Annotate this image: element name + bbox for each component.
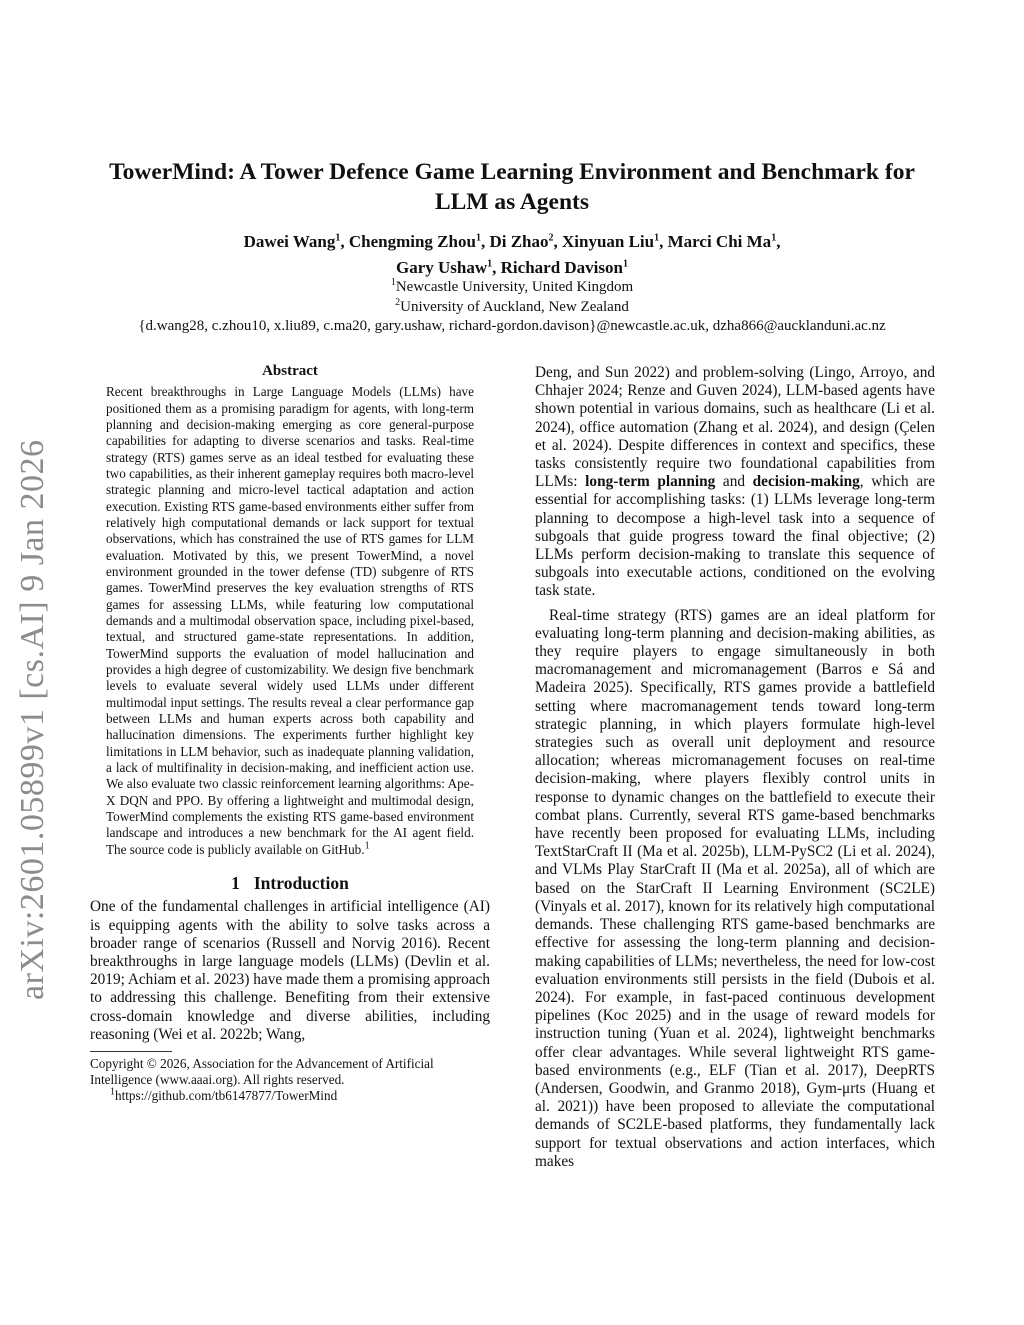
section-number: 1 [231,873,240,894]
author-name: Richard Davison [500,258,623,277]
author-name: Dawei Wang [243,232,336,251]
abstract-body [106,384,474,858]
left-column [90,362,490,1104]
text-run: and [715,473,753,491]
affiliation-line [60,278,964,298]
abstract-text: Recent breakthroughs in Large Language Models (LLMs) have positioned them as a promising paradigm for agents, with long-term planning and decision-making emerging as core general-purpose capabilities for adapting to diverse scenarios and tasks. Real-time strategy (RTS) games serve as an ideal testbed for evaluating these two capabilities, as their inherent gameplay requires both macro-level strategic planning and micro-level tactical adaptation and action execution. Existing RTS game-based environments either suffer from relatively high computational demands or lack support for textual observations, which has constrained the use of RTS games for LLM evaluation. Motivated by this, we present TowerMind, a novel environment grounded in the tower defense (TD) subgenre of RTS games. TowerMind preserves the key evaluation strengths of RTS games for assessing LLMs, while featuring low computational demands and a multimodal observation space, including pixel-based, textual, and structured game-state representations. In addition, TowerMind supports the evaluation of model hallucination and provides a high degree of customizability. We design five benchmark levels to evaluate several widely used LLMs under different multimodal input settings. The results reveal a clear performance gap between LLMs and human experts across both capability and hallucination dimensions. The experiments further highlight key limitations in LLM behavior, such as inadequate planning validation, a lack of multifinality in decision-making, and inefficient action use. We also evaluate two classic reinforcement learning algorithms: Ape-X DQN and PPO. By offering a lightweight and multimodal design, TowerMind complements the existing RTS game-based environment landscape and introduces a new benchmark for the AI agent field. The source code is publicly available on GitHub. [106,384,475,857]
author-affiliation-mark: 1 [771,232,777,244]
author-name: Marci Chi Ma [667,232,772,251]
footnote-divider [90,1051,172,1052]
author-affiliation-mark: 1 [335,232,341,244]
text-run: Deng, and Sun 2022) and problem-solving (Lingo, Arroyo, and Chhajer 2024; Renze and Guven 2024), LLM-based agents have shown potential in various domains, such as healthcare (Li et al. 2024), office automation (Zhang et al. 2024), and design (Çelen et al. 2024). Despite differences in context and specifics, these tasks consistently require two foundational capabilities from LLMs: [535,364,935,491]
footnote-mark: 1 [110,1086,115,1098]
affiliation-text: University of Auckland, New Zealand [400,298,629,315]
author-affiliation-mark: 2 [548,232,554,244]
copyright-notice: Copyright © 2026, Association for the Advancement of Artificial Intelligence (www.aaai.org). All rights reserved. [90,1056,434,1087]
author-affiliation-mark: 1 [622,258,628,270]
affiliation-mark: 1 [390,277,396,288]
arxiv-identifier-stamp: arXiv:2601.05899v1 [cs.AI] 9 Jan 2026 [14,439,51,1000]
github-link-text: https://github.com/tb6147877/TowerMind [115,1088,338,1103]
email-list: {d.wang28, c.zhou10, x.liu89, c.ma20, gary.ushaw, richard-gordon.davison}@newcastle.ac.uk, dzha866@aucklanduni.ac.nz [138,318,886,334]
author-affiliation-mark: 1 [475,232,481,244]
intro-paragraph: One of the fundamental challenges in artificial intelligence (AI) is equipping agents with the ability to solve tasks across a broader range of scenarios (Russell and Norvig 2016). Recent breakthroughs in large language models (LLMs) (Devlin et al. 2019; Achiam et al. 2023) have made them a promising approach to addressing this challenge. Benefiting from their extensive cross-domain knowledge and diverse abilities, including reasoning (Wei et al. 2022b; Wang, [90,898,490,1043]
emphasis-decision-making: decision-making [752,473,860,491]
author-name: Xinyuan Liu [561,232,655,251]
author-affiliation-mark: 1 [654,232,660,244]
author-affiliation-mark: 1 [487,258,493,270]
author-name: Gary Ushaw [396,258,488,277]
footnote-mark: 1 [364,840,370,852]
rts-paragraph: Real-time strategy (RTS) games are an ideal platform for evaluating long-term planning and decision-making abilities, as they require players to engage simultaneously in both macromanagement and micromanagement (Barros e Sá and Madeira 2025). Specifically, RTS games provide a battlefield setting where macromanagement tends toward long-term strategic planning, in which players formulate high-level strategies such as overall unit deployment and resource allocation; whereas micromanagement focuses on real-time decision-making, where players flexibly control units in response to dynamic changes on the battlefield to execute their combat plans. Currently, several RTS game-based benchmarks have recently been proposed for evaluating LLMs, including TextStarCraft II (Ma et al. 2025b), LLM-PySC2 (Li et al. 2024), and VLMs Play StarCraft II (Ma et al. 2025a), all of which are based on the StarCraft II Learning Environment (SC2LE) (Vinyals et al. 2017), known for its relatively high computational demands. These challenging RTS game-based benchmarks are effective for assessing the long-term planning and decision-making capabilities of LLMs; nevertheless, the need for low-cost evaluation environments still persists in the field (Dubois et al. 2024). For example, in fast-paced continuous development pipelines (Koc 2025) and in the usage of reward models for instruction tuning (Yuan et al. 2024), lightweight benchmarks offer clear advantages. While several lightweight RTS game-based environments (e.g., ELF (Tian et al. 2017), DeepRTS (Andersen, Goodwin, and Granmo 2018), Gym-μrts (Huang et al. 2021)) have been proposed to alleviate the computational demands of SC2LE-based platforms, they fundamentally lack support for textual observations and action interfaces, which makes [535,606,935,1170]
author-name: Di Zhao [489,232,549,251]
affiliation-text: Newcastle University, United Kingdom [395,279,634,295]
abstract-heading: Abstract [262,363,318,379]
emphasis-long-term-planning: long-term planning [585,473,716,491]
section-title: Introduction [253,873,349,894]
affiliations-block [60,278,964,337]
text-run: , which are essential for accomplishing tasks: (1) LLMs leverage long-term planning to decompose a high-level task into a sequence of subgoals that guide progress toward the final objective; (2) LLMs perform decision-making to translate this sequence of subgoals into executable actions, conditioned on the evolving task state. [535,473,935,600]
paper-title: TowerMind: A Tower Defence Game Learning Environment and Benchmark for LLM as Agents [109,159,915,215]
footnote-github-url [90,1088,490,1104]
intro-paragraph-continued [535,364,935,601]
section-heading-introduction [90,874,490,892]
right-column [535,364,935,1171]
affiliation-mark: 2 [395,296,401,308]
author-name: Chengming Zhou [348,232,476,251]
affiliation-line [60,298,964,318]
author-list: Dawei Wang$^1$, Chengming Zhou$^1$, Di Zhao$^2$, Xinyuan Liu$^1$, Marci Chi Ma$^1$, Gary Ushaw$^1$, Richard Davison$^1$ [243,232,781,277]
